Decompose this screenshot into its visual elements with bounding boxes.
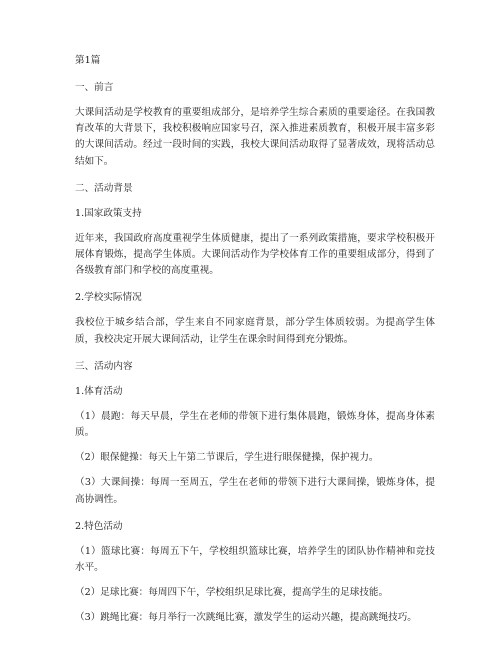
preface-paragraph: 大课间活动是学校教育的重要组成部分，是培养学生综合素质的重要途径。在我国教育改革的大背景下，我校积极响应国家号召，深入推进素质教育，积极开展丰富多彩的大课间活动。经过一段时间的实践，我校大课间活动取得了显著成效，现将活动总结如下。 (75, 107, 435, 167)
document-page (75, 53, 435, 627)
section-heading-background: 二、活动背景 (75, 182, 133, 194)
school-paragraph: 我校位于城乡结合部，学生来自不同家庭背景，部分学生体质较弱。为提高学生体质，我校决定开展大课间活动，让学生在课余时间得到充分锻炼。 (75, 317, 435, 345)
list-item: （2）足球比赛：每周四下午，学校组织足球比赛，提高学生的足球技能。 (75, 587, 389, 599)
list-item: （3）跳绳比赛：每月举行一次跳绳比赛，激发学生的运动兴趣，提高跳绳技巧。 (75, 612, 417, 624)
subsection-title-policy: 1.国家政策支持 (75, 207, 142, 219)
policy-paragraph: 近年来，我国政府高度重视学生体质健康，提出了一系列政策措施，要求学校积极开展体育锻炼，提高学生体质。大课间活动作为学校体育工作的重要组成部分，得到了各级教育部门和学校的高度重视。 (75, 232, 435, 277)
list-item: （1）篮球比赛：每周五下午，学校组织篮球比赛，培养学生的团队协作精神和竞技水平。 (75, 545, 435, 574)
section-heading-content: 三、活动内容 (75, 360, 133, 372)
section-heading-preface: 一、前言 (75, 82, 114, 93)
list-item: （2）眼保健操：每天上午第二节课后，学生进行眼保健操，保护视力。 (75, 452, 379, 464)
list-item: （3）大课间操：每周一至周五，学生在老师的带领下进行大课间操，锻炼身体，提高协调性。 (75, 477, 435, 505)
subsection-title-sports: 1.体育活动 (75, 385, 123, 397)
subsection-title-special: 2.特色活动 (75, 520, 123, 532)
subsection-title-school: 2.学校实际情况 (75, 292, 142, 304)
page-label: 第1篇 (75, 55, 101, 66)
list-item: （1）晨跑：每天早晨，学生在老师的带领下进行集体晨跑，锻炼身体，提高身体素质。 (75, 410, 435, 439)
